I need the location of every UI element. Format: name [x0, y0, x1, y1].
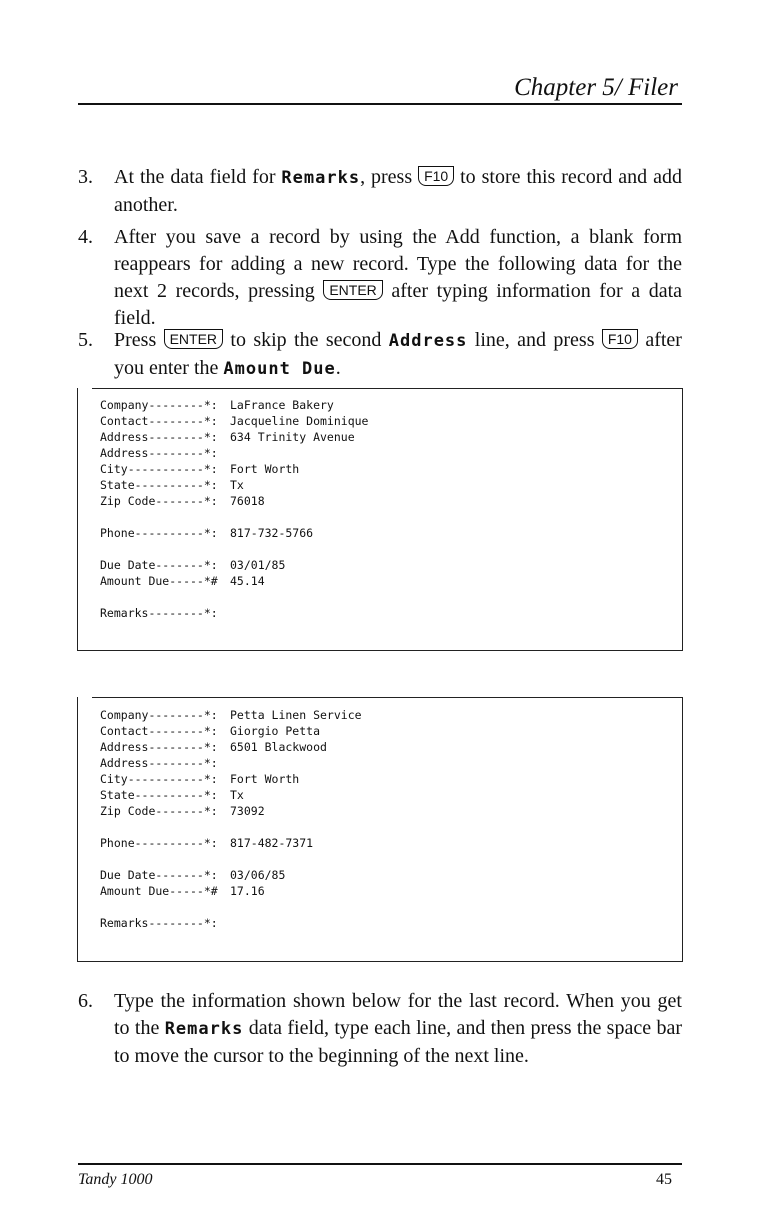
step-number: 3. [78, 166, 93, 188]
contact-row: Contact--------*: Giorgio Petta [100, 724, 321, 738]
zip-row: Zip Code-------*: 76018 [100, 494, 265, 508]
zip-value: 73092 [230, 804, 265, 818]
zip-value: 76018 [230, 494, 265, 508]
field-name: Remarks [281, 168, 361, 188]
state-row: State----------*: Tx [100, 478, 244, 492]
step-text: , press [360, 166, 419, 188]
remarks-row: Remarks--------*: [100, 916, 218, 930]
city-value: Fort Worth [230, 462, 300, 476]
address1-value: 634 Trinity Avenue [230, 430, 355, 444]
header-rule [78, 103, 682, 105]
phone-row: Phone----------*: 817-732-5766 [100, 526, 314, 540]
company-value: LaFrance Bakery [230, 398, 334, 412]
step-number: 4. [78, 226, 93, 248]
footer-rule [78, 1163, 682, 1165]
address1-row: Address--------*: 634 Trinity Avenue [100, 430, 355, 444]
address1-value: 6501 Blackwood [230, 740, 327, 754]
phone-value: 817-482-7371 [230, 836, 314, 850]
company-row: Company--------*: LaFrance Bakery [100, 398, 334, 412]
amount-due-value: 45.14 [230, 574, 265, 588]
state-value: Tx [230, 788, 244, 802]
amount-due-row: Amount Due-----*# 45.14 [100, 574, 265, 588]
step-text: Press [114, 329, 164, 351]
field-name: Amount Due [223, 359, 336, 379]
record-screen-1 [77, 388, 683, 651]
amount-due-value: 17.16 [230, 884, 265, 898]
step-4 [78, 224, 682, 332]
zip-row: Zip Code-------*: 73092 [100, 804, 265, 818]
company-row: Company--------*: Petta Linen Service [100, 708, 362, 722]
due-date-row: Due Date-------*: 03/01/85 [100, 558, 286, 572]
state-value: Tx [230, 478, 244, 492]
amount-due-row: Amount Due-----*# 17.16 [100, 884, 265, 898]
step-text: after you enter the [114, 329, 682, 379]
step-number: 6. [78, 990, 93, 1012]
city-row: City-----------*: Fort Worth [100, 772, 300, 786]
phone-value: 817-732-5766 [230, 526, 314, 540]
step-text: after typing information for a data field. [114, 280, 683, 329]
step-text: . [335, 357, 341, 379]
enter-key: ENTER [323, 280, 382, 300]
step-5 [78, 327, 682, 383]
step-text: At the data field for [114, 166, 282, 188]
contact-value: Giorgio Petta [230, 724, 321, 738]
field-name: Remarks [164, 1019, 244, 1039]
contact-row: Contact--------*: Jacqueline Dominique [100, 414, 369, 428]
record-screen-2 [77, 697, 683, 962]
step-text: data field, type each line, and then press the space bar to move the cursor to the beginning of the next line. [114, 1017, 682, 1067]
due-date-value: 03/06/85 [230, 868, 286, 882]
field-name: Address [388, 331, 468, 351]
step-text: to skip the second [223, 329, 389, 351]
enter-key: ENTER [164, 329, 223, 349]
footer-book-title: Tandy 1000 [78, 1171, 153, 1188]
step-3 [78, 164, 682, 219]
address2-row: Address--------*: [100, 446, 218, 460]
step-text: line, and press [467, 329, 602, 351]
step-text: to store this record and add another. [114, 166, 682, 216]
f10-key: F10 [602, 329, 638, 349]
step-6 [78, 988, 682, 1070]
due-date-row: Due Date-------*: 03/06/85 [100, 868, 286, 882]
phone-row: Phone----------*: 817-482-7371 [100, 836, 314, 850]
city-value: Fort Worth [230, 772, 300, 786]
step-text: Type the information shown below for the last record. When you get to the [114, 990, 682, 1039]
address2-row: Address--------*: [100, 756, 218, 770]
company-value: Petta Linen Service [230, 708, 362, 722]
page-number: 45 [656, 1171, 672, 1188]
due-date-value: 03/01/85 [230, 558, 286, 572]
step-text: After you save a record by using the Add function, a blank form reappears for adding a new record. Type the following data for the next 2 records, pressing [114, 226, 682, 302]
remarks-row: Remarks--------*: [100, 606, 218, 620]
f10-key: F10 [418, 166, 454, 186]
chapter-title: Chapter 5/ Filer [514, 74, 678, 101]
state-row: State----------*: Tx [100, 788, 244, 802]
step-number: 5. [78, 329, 93, 351]
address1-row: Address--------*: 6501 Blackwood [100, 740, 327, 754]
city-row: City-----------*: Fort Worth [100, 462, 300, 476]
contact-value: Jacqueline Dominique [230, 414, 369, 428]
